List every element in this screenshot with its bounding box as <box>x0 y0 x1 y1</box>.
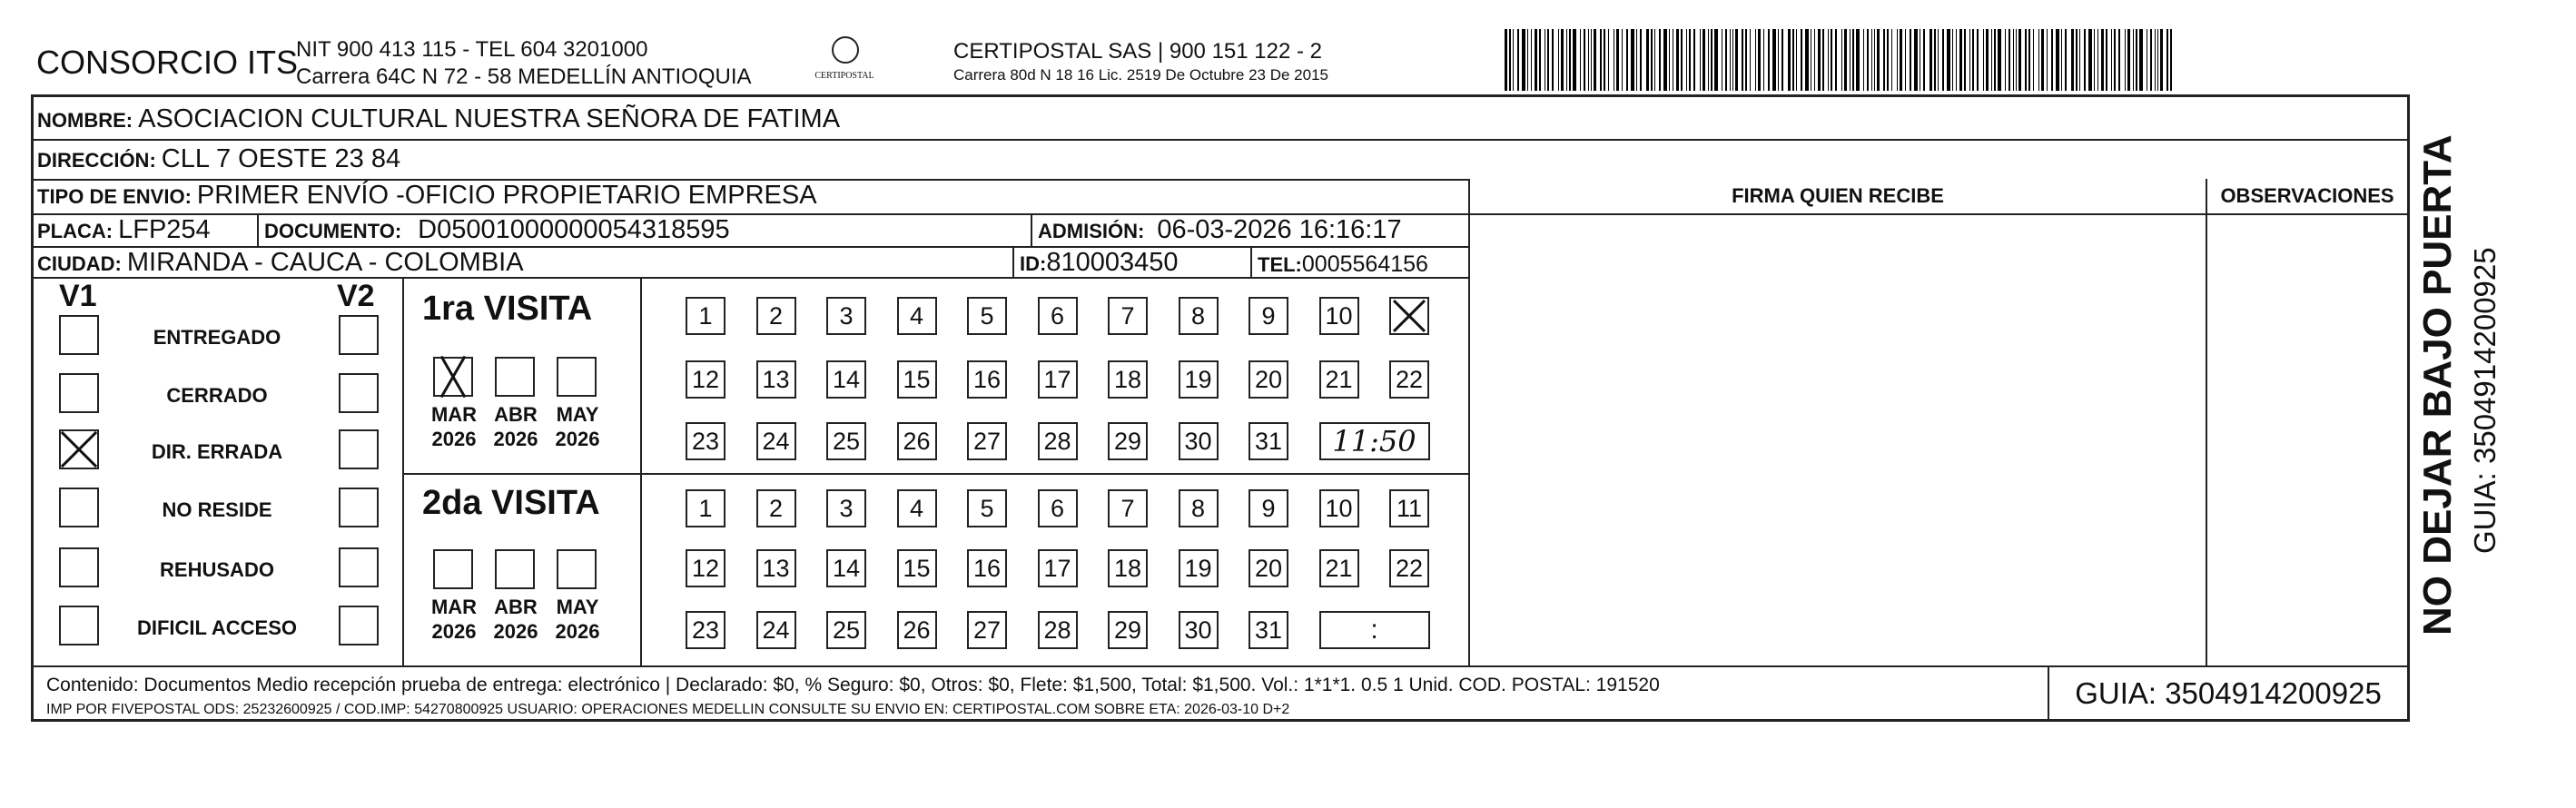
documento-row <box>264 215 730 245</box>
nombre-label: NOMBRE: <box>37 109 133 132</box>
month-name: MAR <box>430 596 478 618</box>
month-checkbox-abr[interactable] <box>495 549 535 589</box>
time-box[interactable]: 11:50 <box>1319 422 1430 460</box>
day-box-3[interactable]: 3 <box>826 297 866 335</box>
day-box-21[interactable]: 21 <box>1319 360 1359 399</box>
observations-area[interactable] <box>2207 215 2405 664</box>
day-box-7[interactable]: 7 <box>1108 489 1148 527</box>
tel-label: TEL: <box>1258 253 1302 276</box>
v2-checkbox-1[interactable] <box>339 373 379 413</box>
logo-icon <box>832 36 859 64</box>
status-label: DIR. ERRADA <box>151 440 283 463</box>
day-box-8[interactable]: 8 <box>1179 297 1219 335</box>
direccion-row <box>37 144 400 174</box>
v2-header: V2 <box>337 279 375 313</box>
month-name: MAY <box>556 403 599 426</box>
tipo-label: TIPO DE ENVIO: <box>37 185 192 208</box>
day-box-1[interactable]: 1 <box>686 297 725 335</box>
day-box-22[interactable]: 22 <box>1389 360 1429 399</box>
documento-value: D05001000000054318595 <box>418 215 730 244</box>
day-box-12[interactable]: 12 <box>686 360 725 399</box>
day-box-10[interactable]: 10 <box>1319 297 1359 335</box>
day-box-31[interactable]: 31 <box>1249 611 1288 649</box>
status-label: ENTREGADO <box>153 326 281 349</box>
admision-label: ADMISIÓN: <box>1038 220 1145 242</box>
day-box-24[interactable]: 24 <box>756 422 796 460</box>
day-box-11[interactable] <box>1389 297 1429 335</box>
placa-value: LFP254 <box>118 215 211 244</box>
certipostal-info <box>953 40 1328 87</box>
day-box-17[interactable]: 17 <box>1038 360 1078 399</box>
visit1-title: 1ra VISITA <box>422 290 593 328</box>
month-name: ABR <box>494 403 538 426</box>
firma-header: FIRMA QUIEN RECIBE <box>1732 184 1944 207</box>
id-value: 810003450 <box>1046 248 1179 277</box>
month-year: 2026 <box>431 620 477 643</box>
month-name: ABR <box>494 596 538 618</box>
day-box-14[interactable]: 14 <box>826 360 866 399</box>
signature-area[interactable] <box>1470 215 2204 664</box>
day-box-17[interactable]: 17 <box>1038 549 1078 587</box>
day-box-28[interactable]: 28 <box>1038 611 1078 649</box>
day-box-1[interactable]: 1 <box>686 489 725 527</box>
month-label <box>424 595 484 644</box>
day-box-19[interactable]: 19 <box>1179 360 1219 399</box>
day-box-31[interactable]: 31 <box>1249 422 1288 460</box>
day-box-7[interactable]: 7 <box>1108 297 1148 335</box>
v2-checkbox-4[interactable] <box>339 547 379 587</box>
placa-row <box>37 215 211 245</box>
day-box-29[interactable]: 29 <box>1108 422 1148 460</box>
footer-imp: IMP POR FIVEPOSTAL ODS: 25232600925 / COD.IMP: 54270800925 USUARIO: OPERACIONES MEDELLIN CONSULTE SU ENVIO EN: CERTIPOSTAL.COM SOBRE ETA: 2026-03-10 D+2 <box>46 702 1290 717</box>
month-name: MAR <box>430 403 478 426</box>
day-box-5[interactable]: 5 <box>967 297 1007 335</box>
day-box-16[interactable]: 16 <box>967 360 1007 399</box>
nit-line: NIT 900 413 115 - TEL 604 3201000 <box>296 37 648 62</box>
day-box-16[interactable]: 16 <box>967 549 1007 587</box>
time-box[interactable]: : <box>1319 611 1430 649</box>
month-checkbox-abr[interactable] <box>495 357 535 397</box>
ciudad-row <box>37 248 524 278</box>
barcode <box>1505 29 2176 91</box>
month-checkbox-mar[interactable] <box>433 549 473 589</box>
month-year: 2026 <box>493 620 538 643</box>
month-label <box>486 402 546 451</box>
day-box-15[interactable]: 15 <box>897 549 937 587</box>
visit2-title: 2da VISITA <box>422 484 600 522</box>
day-box-28[interactable]: 28 <box>1038 422 1078 460</box>
day-box-4[interactable]: 4 <box>897 489 937 527</box>
day-box-14[interactable]: 14 <box>826 549 866 587</box>
day-box-9[interactable]: 9 <box>1249 489 1288 527</box>
company-name: CONSORCIO ITS <box>36 44 299 81</box>
day-box-3[interactable]: 3 <box>826 489 866 527</box>
tel-row <box>1258 251 1428 278</box>
day-box-20[interactable]: 20 <box>1249 360 1288 399</box>
month-label <box>548 402 607 451</box>
day-box-26[interactable]: 26 <box>897 422 937 460</box>
no-dejar-warning: NO DEJAR BAJO PUERTA <box>2415 134 2460 636</box>
day-box-15[interactable]: 15 <box>897 360 937 399</box>
day-box-6[interactable]: 6 <box>1038 489 1078 527</box>
v2-checkbox-2[interactable] <box>339 429 379 469</box>
day-box-12[interactable]: 12 <box>686 549 725 587</box>
day-box-2[interactable]: 2 <box>756 489 796 527</box>
month-label <box>424 402 484 451</box>
v2-checkbox-5[interactable] <box>339 606 379 645</box>
day-box-10[interactable]: 10 <box>1319 489 1359 527</box>
day-box-11[interactable]: 11 <box>1389 489 1429 527</box>
delivery-form <box>31 94 2410 722</box>
v2-checkbox-0[interactable] <box>339 315 379 355</box>
documento-label: DOCUMENTO: <box>264 220 402 242</box>
direccion-value: CLL 7 OESTE 23 84 <box>161 144 401 173</box>
address-line: Carrera 64C N 72 - 58 MEDELLÍN ANTIOQUIA <box>296 64 752 89</box>
day-box-25[interactable]: 25 <box>826 611 866 649</box>
tel-value: 0005564156 <box>1301 251 1428 277</box>
ciudad-value: MIRANDA - CAUCA - COLOMBIA <box>126 248 524 277</box>
month-year: 2026 <box>493 428 538 450</box>
placa-label: PLACA: <box>37 220 114 242</box>
certi-line: CERTIPOSTAL SAS | 900 151 122 - 2 <box>953 39 1322 64</box>
status-label: NO RESIDE <box>162 498 272 521</box>
side-guia: GUIA: 3504914200925 <box>2468 247 2502 554</box>
day-box-23[interactable]: 23 <box>686 422 725 460</box>
day-box-13[interactable]: 13 <box>756 360 796 399</box>
day-box-2[interactable]: 2 <box>756 297 796 335</box>
month-checkbox-may[interactable] <box>557 549 597 589</box>
day-box-8[interactable]: 8 <box>1179 489 1219 527</box>
day-box-22[interactable]: 22 <box>1389 549 1429 587</box>
nombre-value: ASOCIACION CULTURAL NUESTRA SEÑORA DE FATIMA <box>138 104 841 133</box>
admision-row <box>1038 215 1402 245</box>
day-box-23[interactable]: 23 <box>686 611 725 649</box>
observaciones-header: OBSERVACIONES <box>2220 184 2394 207</box>
day-box-26[interactable]: 26 <box>897 611 937 649</box>
id-row <box>1020 248 1178 278</box>
day-box-27[interactable]: 27 <box>967 611 1007 649</box>
day-box-24[interactable]: 24 <box>756 611 796 649</box>
month-label <box>486 595 546 644</box>
day-box-25[interactable]: 25 <box>826 422 866 460</box>
nombre-row <box>37 104 840 134</box>
certi-address: Carrera 80d N 18 16 Lic. 2519 De Octubre 23 De 2015 <box>953 66 1328 84</box>
ciudad-label: CIUDAD: <box>37 252 122 275</box>
month-checkbox-may[interactable] <box>557 357 597 397</box>
month-checkbox-mar[interactable] <box>433 357 473 397</box>
footer-contents: Contenido: Documentos Medio recepción prueba de entrega: electrónico | Declarado: $0, % Seguro: $0, Otros: $0, Flete: $1,500, Total: $1,500. Vol.: 1*1*1. 0.5 1 Unid. COD. POSTAL: 191520 <box>46 675 1660 695</box>
logo-text: CERTIPOSTAL <box>814 71 874 81</box>
month-year: 2026 <box>555 428 600 450</box>
month-label <box>548 595 607 644</box>
status-label: DIFICIL ACCESO <box>136 616 297 639</box>
day-box-19[interactable]: 19 <box>1179 549 1219 587</box>
day-box-4[interactable]: 4 <box>897 297 937 335</box>
day-box-21[interactable]: 21 <box>1319 549 1359 587</box>
direccion-label: DIRECCIÓN: <box>37 149 156 172</box>
company-info <box>296 36 752 91</box>
day-box-5[interactable]: 5 <box>967 489 1007 527</box>
day-box-27[interactable]: 27 <box>967 422 1007 460</box>
guia-number: GUIA: 3504914200925 <box>2075 676 2382 710</box>
day-box-13[interactable]: 13 <box>756 549 796 587</box>
admision-value: 06-03-2026 16:16:17 <box>1157 215 1402 244</box>
id-label: ID: <box>1020 252 1047 275</box>
day-box-20[interactable]: 20 <box>1249 549 1288 587</box>
month-year: 2026 <box>555 620 600 643</box>
certipostal-logo <box>808 36 881 93</box>
tipo-row <box>37 181 817 211</box>
day-box-18[interactable]: 18 <box>1108 549 1148 587</box>
v1-header: V1 <box>59 279 97 313</box>
month-name: MAY <box>556 596 599 618</box>
day-box-9[interactable]: 9 <box>1249 297 1288 335</box>
status-label: CERRADO <box>166 384 268 407</box>
tipo-value: PRIMER ENVÍO -OFICIO PROPIETARIO EMPRESA <box>196 181 817 210</box>
month-year: 2026 <box>431 428 477 450</box>
status-label: REHUSADO <box>160 558 274 581</box>
day-box-18[interactable]: 18 <box>1108 360 1148 399</box>
day-box-29[interactable]: 29 <box>1108 611 1148 649</box>
day-box-30[interactable]: 30 <box>1179 422 1219 460</box>
day-box-30[interactable]: 30 <box>1179 611 1219 649</box>
v2-checkbox-3[interactable] <box>339 488 379 527</box>
day-box-6[interactable]: 6 <box>1038 297 1078 335</box>
